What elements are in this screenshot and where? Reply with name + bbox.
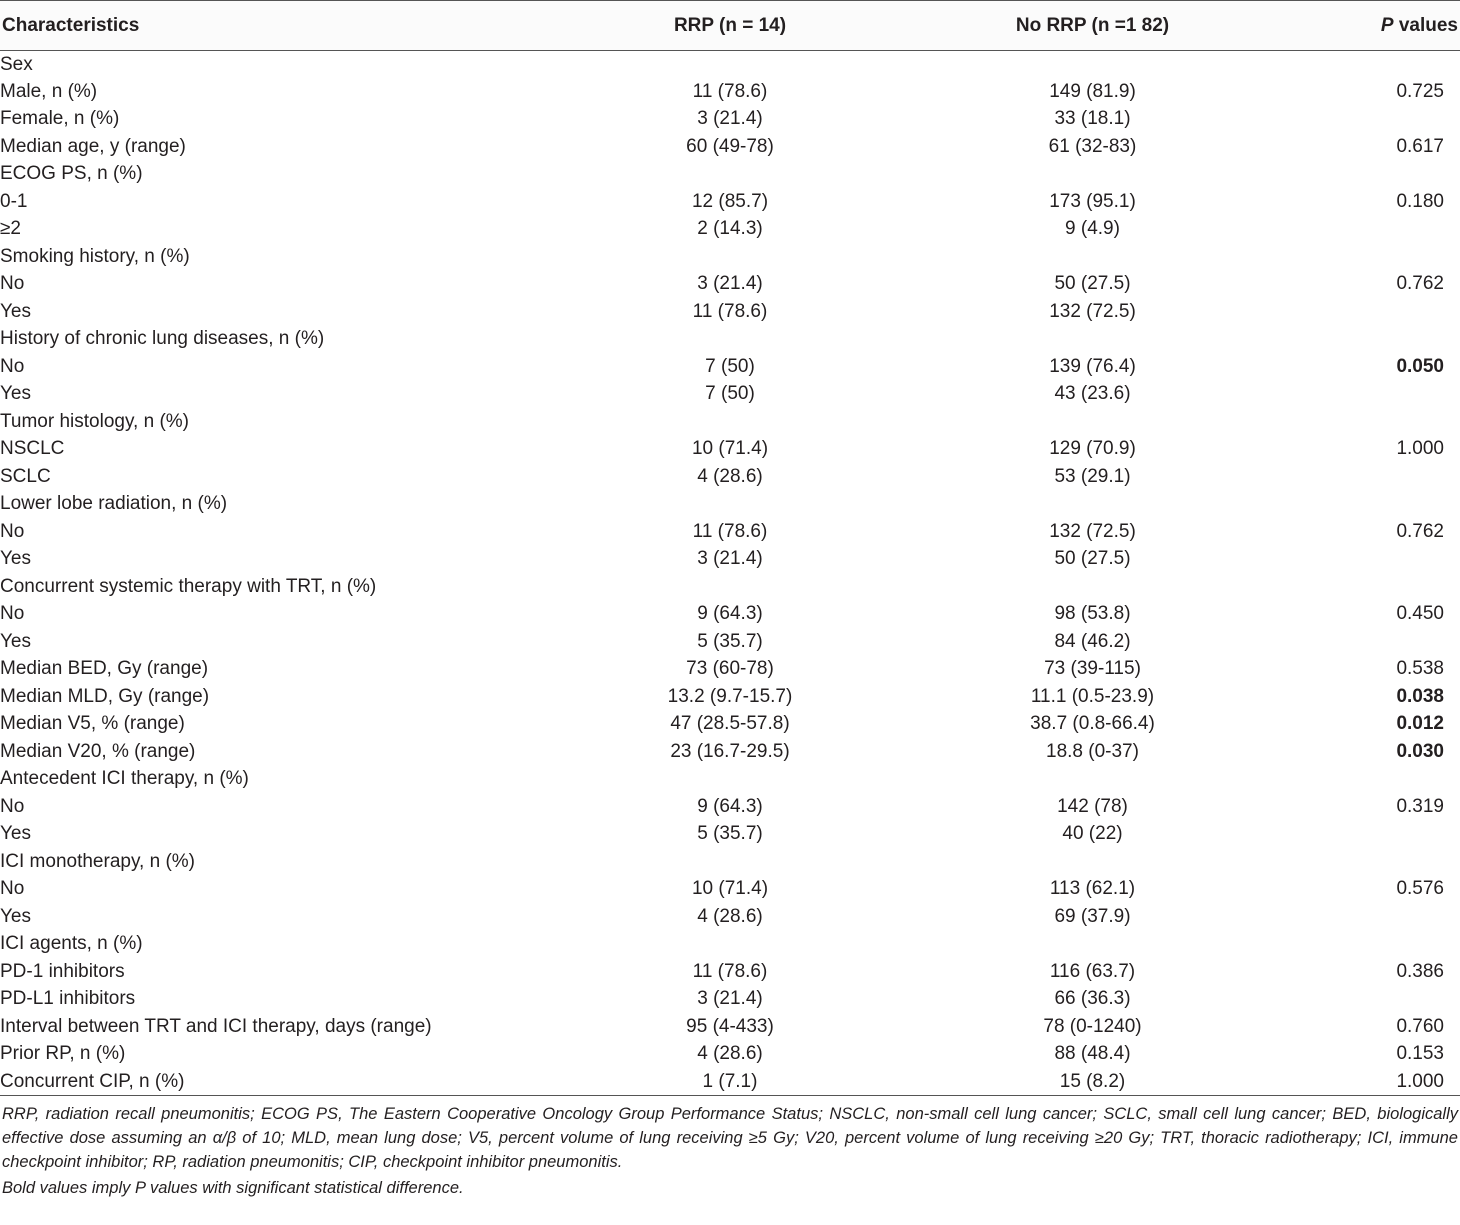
cell-no-rrp [920, 573, 1265, 601]
table-row [0, 161, 1460, 189]
cell-p-value [1265, 821, 1460, 849]
cell-no-rrp: 173 (95.1) [1049, 190, 1136, 212]
cell-no-rrp [920, 51, 1265, 79]
cell-rrp: 4 (28.6) [697, 905, 763, 927]
table-row [0, 326, 1460, 354]
cell-no-rrp: 84 (46.2) [1054, 630, 1131, 652]
cell-characteristic: Interval between TRT and ICI therapy, days (range) [0, 1015, 432, 1037]
cell-rrp: 9 (64.3) [697, 795, 763, 817]
cell-rrp: 2 (14.3) [697, 218, 763, 240]
table-row [0, 78, 1460, 106]
cell-no-rrp: 132 (72.5) [1049, 520, 1136, 542]
cell-no-rrp: 61 (32-83) [1048, 135, 1137, 157]
cell-characteristic: Yes [0, 383, 31, 405]
cell-rrp: 47 (28.5-57.8) [670, 713, 790, 735]
cell-characteristic: Median BED, Gy (range) [0, 658, 209, 680]
cell-p-value [1265, 216, 1460, 244]
table-row [0, 518, 1460, 546]
table-row [0, 656, 1460, 684]
cell-characteristic: Antecedent ICI therapy, n (%) [0, 768, 249, 790]
cell-no-rrp: 149 (81.9) [1049, 80, 1136, 102]
cell-rrp: 10 (71.4) [691, 438, 769, 460]
cell-characteristic: NSCLC [0, 438, 65, 460]
cell-characteristic: No [0, 520, 25, 542]
cell-p-value [1265, 903, 1460, 931]
cell-rrp: 13.2 (9.7-15.7) [667, 685, 793, 707]
table-row [0, 876, 1460, 904]
cell-rrp: 60 (49-78) [686, 135, 774, 157]
cell-p-value: 0.012 [1396, 713, 1444, 735]
cell-rrp: 11 (78.6) [692, 300, 768, 322]
table-row [0, 628, 1460, 656]
cell-p-value: 0.576 [1396, 878, 1444, 900]
cell-no-rrp: 98 (53.8) [1054, 603, 1131, 625]
cell-p-value [1265, 848, 1460, 876]
footnote-part1: RRP, radiation recall pneumonitis; ECOG PS, The Eastern Cooperative Oncology Group Performance Status; NSCLC, non-small cell lung cancer; SCLC, small cell lung cancer; BED, biologically effective dose assuming an [2, 1105, 1458, 1147]
table-row [0, 463, 1460, 491]
cell-characteristic: Yes [0, 823, 31, 845]
cell-rrp [540, 161, 920, 189]
cell-rrp [540, 243, 920, 271]
cell-no-rrp: 38.7 (0.8-66.4) [1030, 713, 1155, 735]
cell-p-value: 0.762 [1396, 520, 1444, 542]
footnote-alpha-beta: α/β [212, 1129, 237, 1147]
table-row [0, 986, 1460, 1014]
header-rrp: RRP (n = 14) [540, 1, 920, 51]
cell-no-rrp: 40 (22) [1062, 823, 1123, 845]
cell-p-value: 0.760 [1396, 1015, 1444, 1037]
cell-characteristic: ≥2 [0, 218, 21, 240]
cell-no-rrp [920, 408, 1265, 436]
cell-characteristic: No [0, 273, 25, 295]
cell-rrp: 3 (21.4) [697, 988, 763, 1010]
cell-characteristic: Yes [0, 630, 31, 652]
table-row [0, 903, 1460, 931]
cell-characteristic: 0-1 [0, 190, 28, 212]
cell-rrp: 11 (78.6) [692, 80, 768, 102]
cell-rrp: 1 (7.1) [540, 1068, 920, 1096]
cell-p-value: 0.050 [1396, 355, 1444, 377]
table-row [0, 216, 1460, 244]
cell-no-rrp: 78 (0-1240) [1043, 1015, 1142, 1037]
cell-no-rrp: 50 (27.5) [1054, 273, 1131, 295]
cell-characteristic: Sex [0, 53, 33, 75]
cell-characteristic: Median MLD, Gy (range) [0, 685, 210, 707]
table-header-row [0, 1, 1460, 51]
abbreviations-footnote [0, 1102, 1460, 1174]
table-row [0, 766, 1460, 794]
cell-p-value: 0.030 [1396, 740, 1444, 762]
cell-p-value [1265, 243, 1460, 271]
table-row [0, 271, 1460, 299]
table-row [0, 931, 1460, 959]
cell-p-value [1265, 628, 1460, 656]
cell-rrp [540, 51, 920, 79]
cell-p-value: 0.153 [1396, 1043, 1444, 1065]
cell-rrp: 4 (28.6) [697, 465, 763, 487]
table-row [0, 51, 1460, 79]
cell-characteristic: Concurrent CIP, n (%) [0, 1068, 540, 1096]
cell-no-rrp [920, 161, 1265, 189]
cell-p-value [1265, 491, 1460, 519]
cell-p-value [1265, 463, 1460, 491]
cell-characteristic: Yes [0, 548, 31, 570]
table-row [0, 188, 1460, 216]
table-row [0, 436, 1460, 464]
cell-p-value: 1.000 [1265, 1068, 1460, 1096]
cell-p-value [1265, 106, 1460, 134]
table-row [0, 683, 1460, 711]
cell-rrp: 5 (35.7) [697, 630, 763, 652]
cell-no-rrp: 43 (23.6) [1054, 383, 1131, 405]
cell-characteristic: SCLC [0, 465, 51, 487]
cell-rrp [540, 408, 920, 436]
cell-rrp [540, 766, 920, 794]
cell-characteristic: Median V20, % (range) [0, 740, 196, 762]
cell-rrp: 3 (21.4) [697, 108, 763, 130]
table-row [0, 958, 1460, 986]
cell-rrp: 73 (60-78) [686, 658, 774, 680]
header-no-rrp: No RRP (n =1 82) [920, 1, 1265, 51]
cell-no-rrp: 9 (4.9) [1065, 218, 1120, 240]
cell-no-rrp: 73 (39-115) [1044, 658, 1141, 680]
cell-characteristic: No [0, 603, 25, 625]
cell-rrp [540, 491, 920, 519]
cell-no-rrp: 113 (62.1) [1049, 878, 1136, 900]
table-row [0, 738, 1460, 766]
cell-no-rrp: 50 (27.5) [1054, 548, 1131, 570]
cell-characteristic: ICI agents, n (%) [0, 933, 143, 955]
cell-p-value: 0.725 [1396, 80, 1444, 102]
cell-rrp: 7 (50) [705, 383, 755, 405]
cell-characteristic: History of chronic lung diseases, n (%) [0, 328, 325, 350]
header-characteristics: Characteristics [0, 1, 540, 51]
table-row [0, 133, 1460, 161]
cell-no-rrp: 11.1 (0.5-23.9) [1030, 685, 1155, 707]
footnote-part2: of 10; MLD, mean lung dose; V5, percent volume of lung receiving ≥5 Gy; V20, percent volume of lung receiving ≥20 Gy; TRT, thoracic radiotherapy; ICI, immune checkpoint inhibitor; RP, radiation pneumonitis; CIP, checkpoint inhibitor pneumonitis. [2, 1129, 1458, 1171]
cell-p-value: 0.450 [1396, 603, 1444, 625]
cell-no-rrp [920, 326, 1265, 354]
cell-characteristic: PD-L1 inhibitors [0, 988, 136, 1010]
cell-p-value [1265, 546, 1460, 574]
cell-no-rrp [920, 848, 1265, 876]
cell-characteristic: Lower lobe radiation, n (%) [0, 493, 228, 515]
table-row [0, 793, 1460, 821]
cell-rrp: 5 (35.7) [697, 823, 763, 845]
cell-rrp: 11 (78.6) [692, 960, 768, 982]
cell-p-value: 0.386 [1396, 960, 1444, 982]
cell-no-rrp: 15 (8.2) [920, 1068, 1265, 1096]
cell-rrp [540, 848, 920, 876]
cell-characteristic: Concurrent systemic therapy with TRT, n (%) [0, 575, 377, 597]
cell-no-rrp: 132 (72.5) [1049, 300, 1136, 322]
table-row [0, 1041, 1460, 1069]
cell-characteristic: Prior RP, n (%) [0, 1043, 126, 1065]
cell-p-value: 0.038 [1396, 685, 1444, 707]
cell-p-value [1265, 51, 1460, 79]
cell-p-value: 0.180 [1396, 190, 1444, 212]
cell-p-value: 0.319 [1396, 795, 1444, 817]
cell-p-value [1265, 326, 1460, 354]
cell-rrp: 10 (71.4) [691, 878, 769, 900]
cell-no-rrp [920, 931, 1265, 959]
cell-p-value: 0.538 [1396, 658, 1444, 680]
cell-rrp [540, 326, 920, 354]
cell-rrp [540, 931, 920, 959]
cell-no-rrp [920, 766, 1265, 794]
cell-rrp: 11 (78.6) [692, 520, 768, 542]
cell-characteristic: Smoking history, n (%) [0, 245, 190, 267]
cell-no-rrp: 88 (48.4) [1054, 1043, 1131, 1065]
table-row [0, 243, 1460, 271]
cell-characteristic: No [0, 795, 25, 817]
table-row [0, 601, 1460, 629]
cell-characteristic: PD-1 inhibitors [0, 960, 125, 982]
table-row [0, 106, 1460, 134]
cell-p-value [1265, 766, 1460, 794]
table-row [0, 491, 1460, 519]
header-p-italic: P [1380, 14, 1394, 36]
cell-no-rrp: 139 (76.4) [1049, 355, 1136, 377]
cell-p-value: 0.762 [1396, 273, 1444, 295]
table-row [0, 848, 1460, 876]
bold-values-footnote: Bold values imply P values with significant statistical difference. [2, 1179, 464, 1197]
cell-no-rrp: 66 (36.3) [1054, 988, 1131, 1010]
table-row [0, 1013, 1460, 1041]
table-row [0, 353, 1460, 381]
cell-characteristic: Yes [0, 300, 31, 322]
cell-p-value [1265, 986, 1460, 1014]
cell-characteristic: No [0, 878, 25, 900]
cell-no-rrp: 18.8 (0-37) [1046, 740, 1139, 762]
cell-p-value: 0.617 [1396, 135, 1444, 157]
cell-rrp: 3 (21.4) [697, 273, 763, 295]
cell-no-rrp: 33 (18.1) [1054, 108, 1131, 130]
cell-p-value [1265, 931, 1460, 959]
table-body [0, 51, 1460, 1096]
cell-no-rrp: 69 (37.9) [1054, 905, 1131, 927]
cell-characteristic: ECOG PS, n (%) [0, 163, 143, 185]
table-row [0, 298, 1460, 326]
cell-p-value [1265, 408, 1460, 436]
cell-characteristic: Female, n (%) [0, 108, 120, 130]
cell-rrp [540, 573, 920, 601]
table-row [0, 408, 1460, 436]
table-row [0, 381, 1460, 409]
cell-rrp: 3 (21.4) [697, 548, 763, 570]
table-row [0, 711, 1460, 739]
cell-p-value [1265, 161, 1460, 189]
cell-characteristic: ICI monotherapy, n (%) [0, 850, 196, 872]
cell-p-value [1265, 381, 1460, 409]
cell-characteristic: Yes [0, 905, 31, 927]
cell-no-rrp [920, 491, 1265, 519]
header-p-rest: values [1393, 14, 1458, 36]
cell-characteristic: No [0, 355, 25, 377]
cell-characteristic: Male, n (%) [0, 80, 98, 102]
cell-no-rrp [920, 243, 1265, 271]
cell-no-rrp: 116 (63.7) [1049, 960, 1136, 982]
table-row [0, 821, 1460, 849]
cell-characteristic: Median V5, % (range) [0, 713, 185, 735]
table-row [0, 573, 1460, 601]
cell-p-value: 1.000 [1396, 438, 1444, 460]
cell-rrp: 23 (16.7-29.5) [670, 740, 790, 762]
table-row [0, 1068, 1460, 1096]
table-row [0, 546, 1460, 574]
cell-rrp: 4 (28.6) [697, 1043, 763, 1065]
cell-no-rrp: 129 (70.9) [1049, 438, 1136, 460]
cell-no-rrp: 53 (29.1) [1054, 465, 1131, 487]
cell-rrp: 7 (50) [705, 355, 755, 377]
cell-no-rrp: 142 (78) [1057, 795, 1128, 817]
cell-rrp: 12 (85.7) [691, 190, 769, 212]
cell-rrp: 9 (64.3) [697, 603, 763, 625]
cell-characteristic: Tumor histology, n (%) [0, 410, 189, 432]
header-p-values [1265, 1, 1460, 51]
cell-characteristic: Median age, y (range) [0, 135, 186, 157]
cell-p-value [1265, 298, 1460, 326]
cell-rrp: 95 (4-433) [686, 1015, 774, 1037]
cell-p-value [1265, 573, 1460, 601]
